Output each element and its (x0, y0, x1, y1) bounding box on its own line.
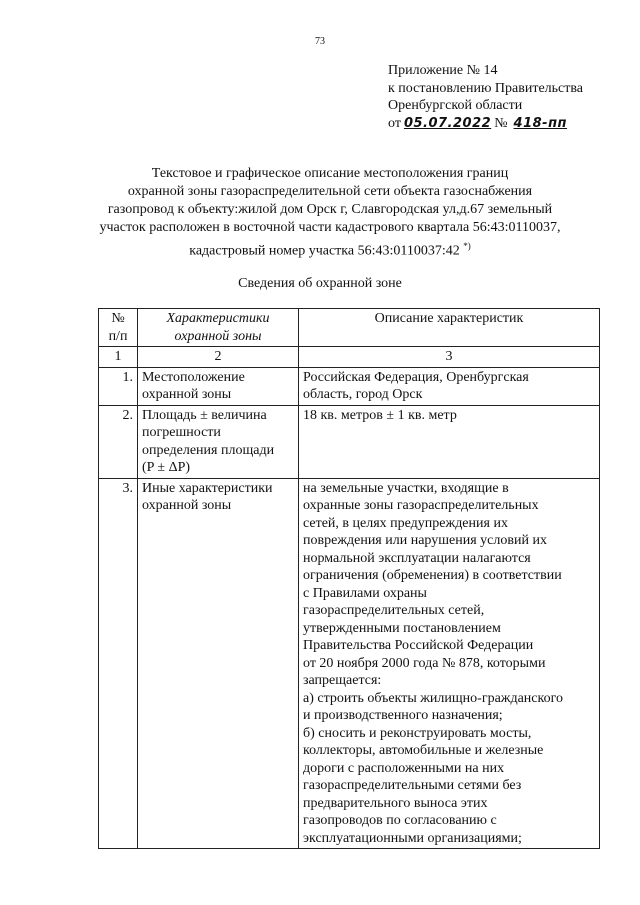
header-num (99, 309, 138, 347)
from-label: от (388, 115, 401, 131)
appendix-line-3: Оренбургской области (388, 98, 523, 113)
characteristic-line: Площадь ± величина (142, 407, 267, 423)
description-line: газораспределительных сетей, (303, 603, 485, 618)
page-number: 73 (315, 36, 325, 47)
col-number-3: 3 (299, 347, 600, 368)
row-description (299, 367, 600, 405)
description-line: газораспределительными сетями без (303, 778, 522, 793)
description-line: запрещается: (303, 673, 382, 688)
row-number: 3. (99, 478, 138, 849)
table-row (99, 478, 600, 849)
description-line: с Правилами охраны (303, 585, 427, 601)
section-subtitle: Сведения об охранной зоне (238, 276, 402, 291)
column-number-row (99, 347, 600, 368)
table-row (99, 367, 600, 405)
description-line: Правительства Российской Федерации (303, 638, 534, 653)
title-line-3: газопровод к объекту:жилой дом Орск г, Славгородская ул,д.67 земельный (107, 202, 553, 217)
number-label: № (494, 115, 508, 131)
characteristic-line: охранной зоны (142, 498, 232, 513)
description-line: от 20 ноября 2000 года № 878, которыми (303, 655, 546, 671)
description-line: предварительного выноса этих (303, 795, 488, 811)
characteristic-line: погрешности (142, 425, 221, 440)
header-description: Описание характеристик (299, 309, 600, 347)
description-line: дороги с расположенными на них (303, 760, 505, 776)
row-number: 2. (99, 405, 138, 478)
characteristic-line: определения площади (142, 442, 275, 458)
title-line-1: Текстовое и графическое описание местоположения границ (151, 166, 509, 181)
characteristic-line: (P ± ΔP) (142, 460, 191, 475)
description-line: 18 кв. метров ± 1 кв. метр (303, 407, 457, 423)
header-num-line-2: п/п (108, 328, 128, 344)
table-row (99, 405, 600, 478)
description-line: повреждения или нарушения условий их (303, 533, 547, 548)
description-line: охранные зоны газораспределительных (303, 498, 539, 513)
row-description (299, 405, 600, 478)
title-line-2: охранной зоны газораспределительной сети объекта газоснабжения (127, 184, 533, 199)
title-line-4: участок расположен в восточной части кадастрового квартала 56:43:0110037, (99, 220, 561, 235)
appendix-line-2: к постановлению Правительства (388, 80, 584, 96)
description-line: сетей, в целях предупреждения их (303, 515, 508, 531)
appendix-date-line (388, 115, 583, 133)
row-characteristic (138, 405, 299, 478)
row-number: 1. (99, 367, 138, 405)
footnote-mark: *) (463, 241, 471, 251)
table-header-row (99, 309, 600, 347)
zone-info-table (98, 308, 600, 849)
handwritten-number: 418-пп (513, 115, 568, 131)
description-line: коллекторы, автомобильные и железные (303, 743, 544, 758)
characteristic-line: охранной зоны (142, 387, 232, 402)
description-line: б) сносить и реконструировать мосты, (303, 725, 532, 741)
characteristic-line: Местоположение (142, 369, 245, 385)
header-num-line-1: № (111, 311, 125, 326)
title-line-5 (60, 237, 600, 261)
appendix-block (388, 62, 583, 132)
row-characteristic (138, 367, 299, 405)
col-number-2: 2 (138, 347, 299, 368)
appendix-line-1: Приложение № 14 (388, 63, 498, 78)
document-title (60, 165, 600, 261)
description-line: ограничения (обременения) в соответствии (303, 568, 562, 583)
description-line: Российская Федерация, Оренбургская (303, 369, 529, 385)
description-line: эксплуатационными организациями; (303, 830, 522, 846)
header-char-line-2: охранной зоны (174, 328, 262, 344)
col-number-1: 1 (99, 347, 138, 368)
description-line: а) строить объекты жилищно-гражданского (303, 690, 563, 706)
description-line: нормальной эксплуатации налагаются (303, 550, 531, 566)
description-line: на земельные участки, входящие в (303, 480, 509, 496)
description-line: и производственного назначения; (303, 708, 503, 723)
title-line-5-text: кадастровый номер участка 56:43:0110037:42 (189, 243, 460, 259)
handwritten-date: 05.07.2022 (403, 115, 492, 131)
characteristic-line: Иные характеристики (142, 480, 273, 496)
description-line: область, город Орск (303, 387, 423, 402)
table-body (99, 367, 600, 849)
description-line: утвержденными постановлением (303, 620, 501, 636)
row-description (299, 478, 600, 849)
header-characteristics (138, 309, 299, 347)
row-characteristic (138, 478, 299, 849)
header-char-line-1: Характеристики (166, 311, 270, 326)
description-line: газопроводов по согласованию с (303, 813, 497, 828)
